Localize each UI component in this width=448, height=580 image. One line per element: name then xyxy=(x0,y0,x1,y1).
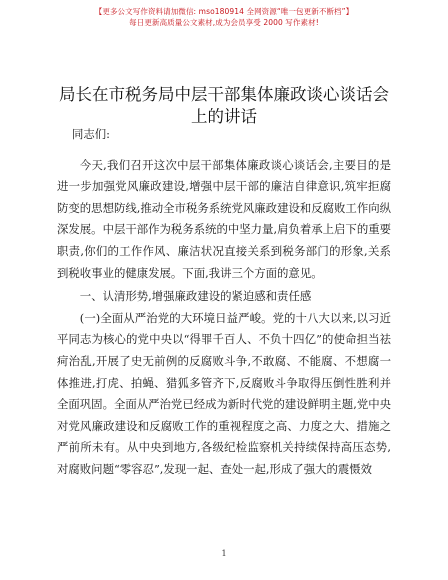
document-title-line1: 局长在市税务局中层干部集体廉政谈心谈话会 xyxy=(59,85,389,104)
paragraph-intro: 今天,我们召开这次中层干部集体廉政谈心谈话会,主要目的是进一步加强党风廉政建设,增强中层干部的廉洁自律意识,筑牢拒腐防变的思想防线,推动全市税务系统党风廉政建设和反腐败工作向纵深发展。中层干部作为税务系统的中坚力量,肩负着承上启下的重要职责,你们的工作作风、廉洁状况直接关系到税务部门的形象,关系到税收事业的健康发展。下面,我讲三个方面的意见。 xyxy=(57,157,391,280)
document-title-line2: 上的讲话 xyxy=(191,107,257,126)
promo-banner-line2: 每日更新高质量公文素材,成为会员享受 2000 写作素材! xyxy=(129,18,319,27)
document-body xyxy=(57,124,391,483)
salutation: 同志们: xyxy=(72,127,111,141)
document-title xyxy=(40,84,408,128)
promo-banner xyxy=(0,6,448,28)
promo-banner-line1: 【更多公文写作资料请加微信: mso180914 全网资源“唯一包更新不断档”】 xyxy=(94,7,354,16)
page-number: 1 xyxy=(221,549,227,558)
paragraph-section-1: (一)全面从严治党的大环境日益严峻。党的十八大以来,以习近平同志为核心的党中央以“得罪千百人、不负十四亿”的使命担当祛疴治乱,开展了史无前例的反腐败斗争,不敢腐、不能腐、不想腐一体推进,打虎、拍蝇、猎狐多管齐下,反腐败斗争取得压倒性胜利并全面巩固。全面从严治党已经成为新时代党的建设鲜明主题,党中央对党风廉政建设和反腐败工作的重视程度之高、力度之大、措施之严前所未有。从中央到地方,各级纪检监察机关持续保持高压态势,对腐败问题“零容忍”,发现一起、查处一起,形成了强大的震慑效 xyxy=(57,310,391,476)
section-heading: 一、认清形势,增强廉政建设的紧迫感和责任感 xyxy=(79,289,312,304)
